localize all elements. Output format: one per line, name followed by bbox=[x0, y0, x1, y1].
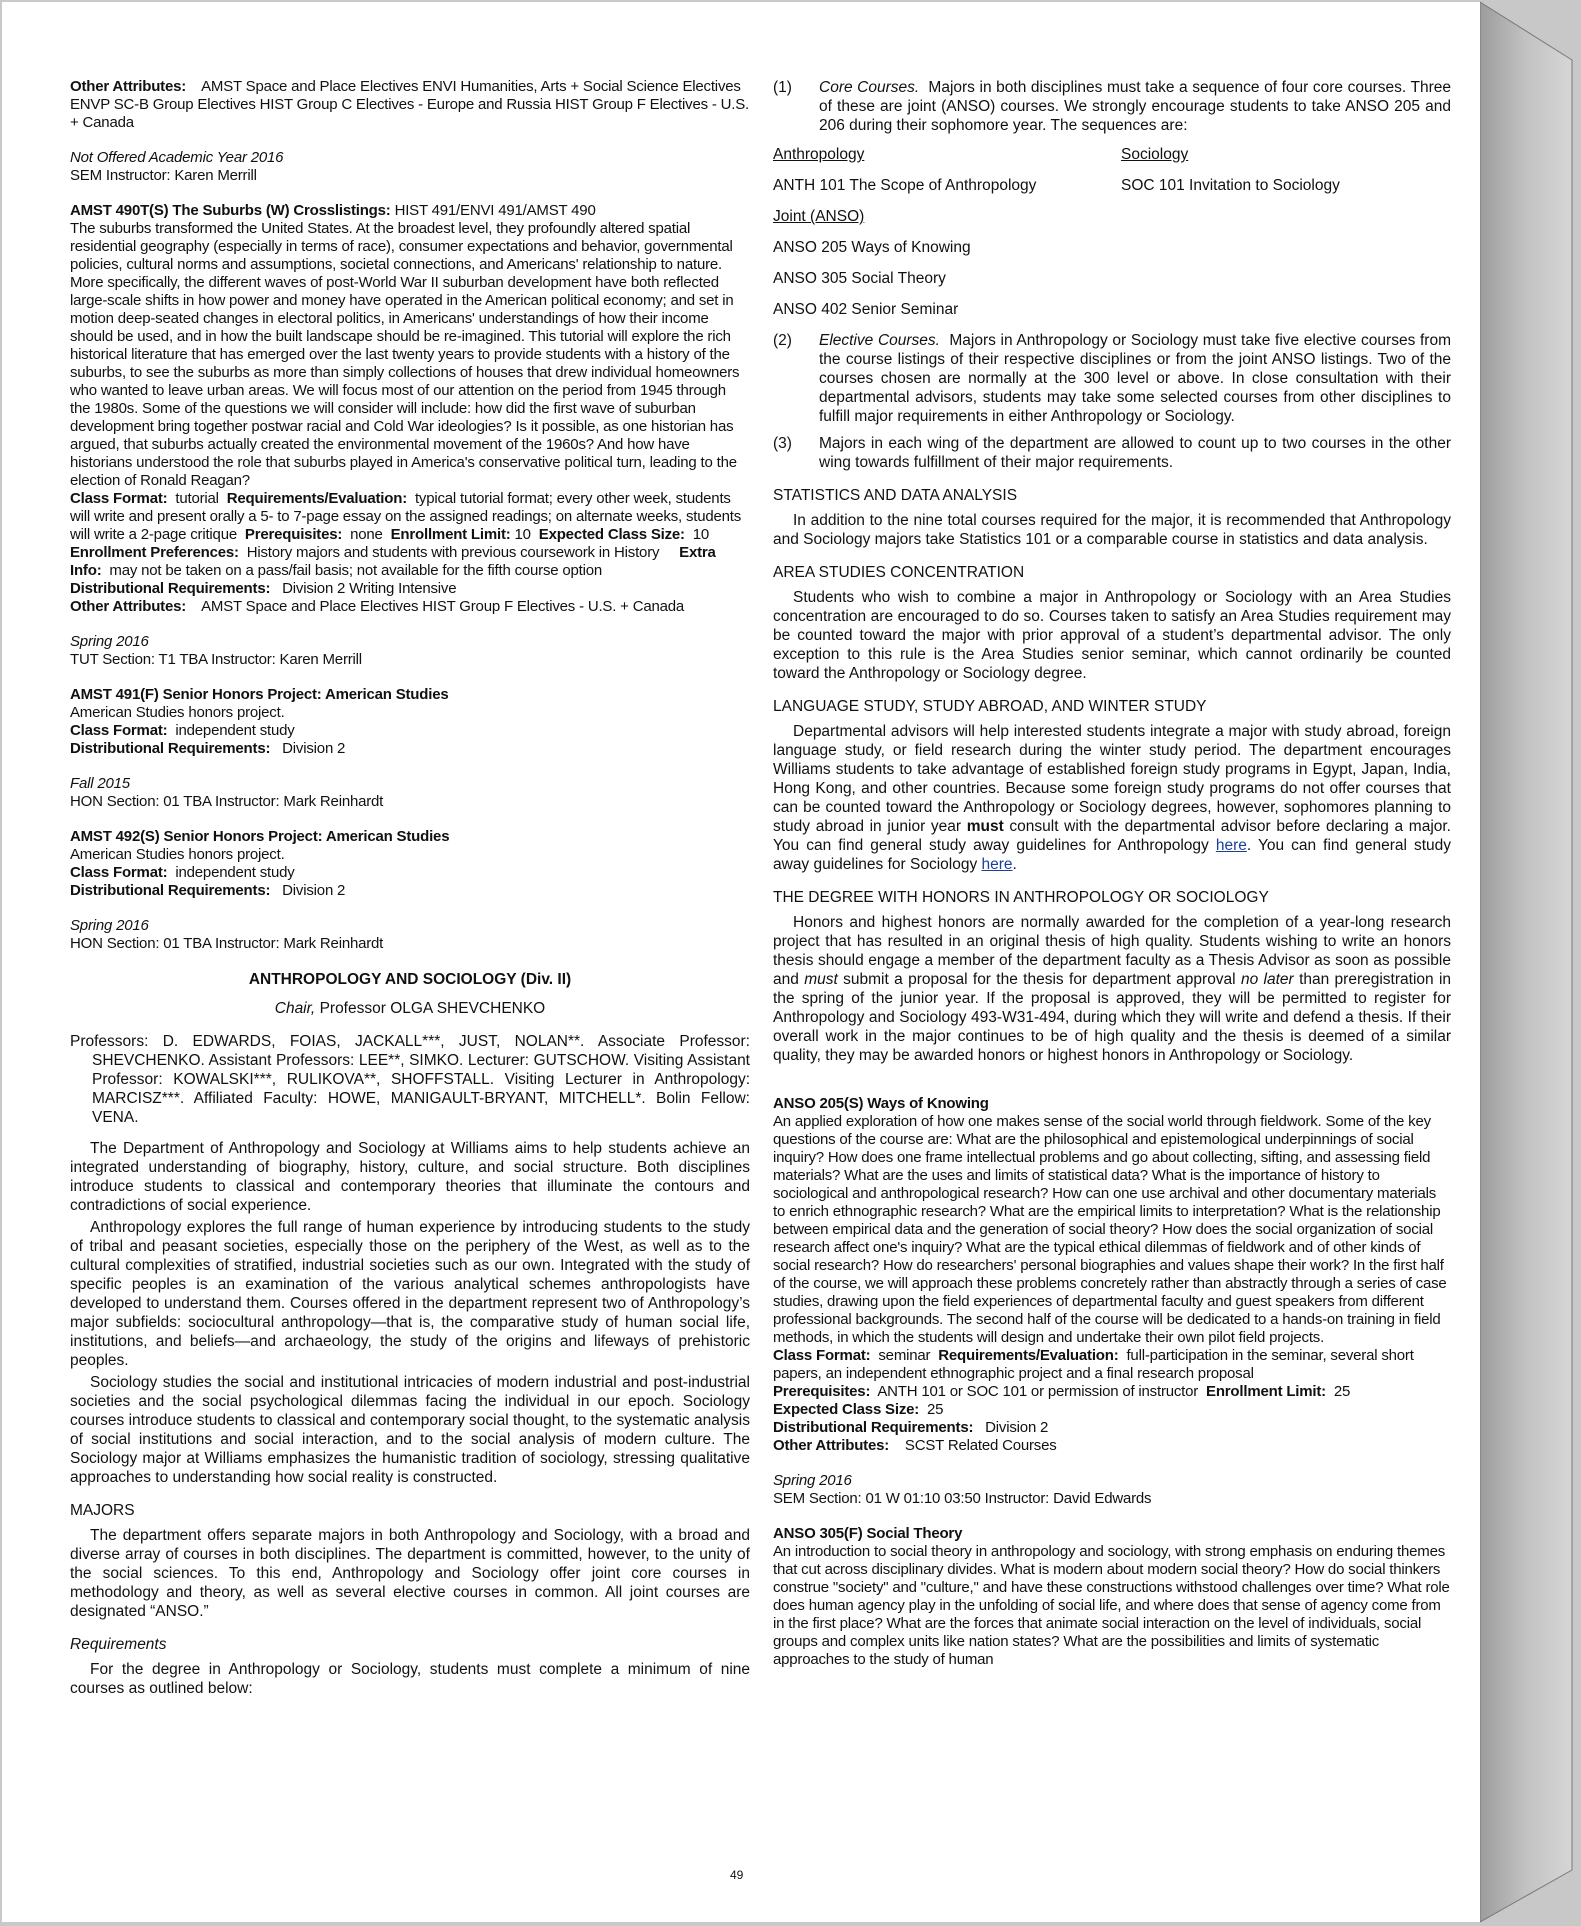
enrollment-limit-label: Enrollment Limit: bbox=[390, 526, 511, 543]
course-description: An applied exploration of how one makes sense of the social world through fieldwork. Some of the key questions of the course are: What are the philosophical and epistemological underpinnings of social inquiry? How does one frame intellectual problems and go about collecting, sifting, and assessing field materials? What are the uses and limits of statistical data? What is the importance of history to sociological and anthropological research? How can one use archival and other documentary materials to enrich ethnographic research? What are the empirical limits to interpretation? What is the relationship between empirical data and the generation of social theory? How does the social organization of social research affect one's inquiry? What are the typical ethical dilemmas of fieldwork and of other kinds of social research? How do researchers' personal biographies and values shape their work? In the first half of the course, we will approach these problems concretely rather than abstractly through a series of case studies, drawing upon the field experiences of departmental faculty and guest speakers from different professional backgrounds. The second half of the course will be dedicated to a hands-on training in field methods, in which the students will design and undertake their own pilot field projects. bbox=[773, 1113, 1447, 1346]
class-format-value: independent study bbox=[175, 864, 295, 881]
class-size-value: 25 bbox=[927, 1401, 944, 1418]
chair-label: Chair, bbox=[274, 1000, 316, 1017]
anthropology-guidelines-link[interactable]: here bbox=[1215, 837, 1247, 854]
page-curl-shadow bbox=[1480, 0, 1581, 1926]
section-term: Spring 2016 bbox=[773, 1472, 852, 1489]
right-column bbox=[773, 78, 1451, 1669]
intro-paragraph: The Department of Anthropology and Sociology at Williams aims to help students achieve an integrated understanding of biography, history, culture, and social structure. Both disciplines introduce students to classical and contemporary theories that illuminate the contours and contradictions of social experience. bbox=[70, 1140, 750, 1214]
anthropology-paragraph: Anthropology explores the full range of human experience by introducing students to the study of tribal and peasant societies, especially those on the periphery of the West, as well as to the cultural complexities of stratified, industrial societies such as our own. Integrated with the study of specific peoples is an examination of the various analytical schemes anthropologists have developed to understand them. Courses offered in the department represent two of Anthropology’s major subfields: sociocultural anthropology—that is, the comparative study of human social life, institutions, and beliefs—and archaeology, the study of the origins and lifeways of prehistoric peoples. bbox=[70, 1219, 750, 1369]
honors-heading: THE DEGREE WITH HONORS IN ANTHROPOLOGY OR SOCIOLOGY bbox=[773, 889, 1269, 906]
sociology-paragraph: Sociology studies the social and institutional intricacies of modern industrial and post-industrial societies and the social psychological dilemmas facing the individual in our epoch. Sociology courses introduce students to classical and contemporary social thought, to the systematic analysis of social institutions and social interaction, and to the social analysis of modern culture. The Sociology major at Williams emphasizes the humanistic tradition of sociology, stressing qualitative approaches to understanding how social reality is constructed. bbox=[70, 1374, 750, 1486]
enrollment-preferences-label: Enrollment Preferences: bbox=[70, 544, 239, 561]
course-description: American Studies honors project. bbox=[70, 704, 285, 721]
chair-name: Professor OLGA SHEVCHENKO bbox=[319, 1000, 546, 1017]
section-line: TUT Section: T1 TBA Instructor: Karen Merrill bbox=[70, 651, 362, 668]
text-run: . bbox=[1012, 856, 1017, 873]
joint-column-head: Joint (ANSO) bbox=[773, 208, 865, 225]
class-size-label: Expected Class Size: bbox=[773, 1401, 920, 1418]
language-study-paragraph bbox=[773, 722, 1451, 874]
statistics-heading: STATISTICS AND DATA ANALYSIS bbox=[773, 487, 1018, 504]
department-title: ANTHROPOLOGY AND SOCIOLOGY (Div. II) bbox=[248, 971, 572, 988]
requirements-label: Requirements/Evaluation: bbox=[226, 490, 407, 507]
text-run: Departmental advisors will help interested students integrate a major with study abroad, foreign language study, or field research during the winter study period. The department encourages Williams students to take advantage of established foreign study programs in Egypt, Japan, India, Hong Kong, and other countries. Because some foreign study programs do not offer courses that can be counted toward the Anthropology or Sociology degrees, however, sophomores planning to study abroad in junior year bbox=[773, 723, 1451, 835]
page-number: 49 bbox=[730, 1868, 744, 1882]
text-run: submit a proposal for the thesis for department approval bbox=[843, 971, 1236, 988]
course-description: American Studies honors project. bbox=[70, 846, 285, 863]
section-term: Spring 2016 bbox=[70, 633, 149, 650]
distributional-value: Division 2 bbox=[985, 1419, 1049, 1436]
extra-info-value: may not be taken on a pass/fail basis; not available for the fifth course option bbox=[109, 562, 603, 579]
prerequisites-label: Prerequisites: bbox=[773, 1383, 871, 1400]
course-description: The suburbs transformed the United States. At the broadest level, they profoundly altered spatial residential geography (especially in terms of race), consumer expectations and behavior, governmental policies, cultural norms and assumptions, societal connections, and Americans' relationship to nature. More specifically, the different waves of post-World War II suburban development have both reflected large-scale shifts in how power and money have operated in the American political economy; and set in motion deep-seated changes in electoral politics, in Americans' understandings of how their income should be used, and in how the built landscape should be re-imagined. This tutorial will explore the rich historical literature that has emerged over the last twenty years to provide students with a history of the suburbs, to see the suburbs as more than simply collections of houses that drew individual homeowners who wanted to leave urban areas. We will focus most of our attention on the period from 1945 through the 1980s. Some of the questions we will consider will include: how did the first wave of suburban development bring together postwar racial and Cold War ideologies? Is it possible, as one historian has argued, that suburbs actually created the environmental movement of the 1960s? And how have historians understood the role that suburbs played in America's conservative political turn, leading to the election of Ronald Reagan? bbox=[70, 220, 740, 489]
section-line: SEM Section: 01 W 01:10 03:50 Instructor: David Edwards bbox=[773, 1490, 1152, 1507]
department-chair bbox=[70, 999, 750, 1018]
distributional-value: Division 2 bbox=[282, 740, 346, 757]
distributional-label: Distributional Requirements: bbox=[70, 740, 271, 757]
enrollment-limit-value: 25 bbox=[1333, 1383, 1351, 1400]
offering-term: Not Offered Academic Year 2016 bbox=[70, 149, 284, 166]
text-run: than preregistration in the spring of the junior year. If the proposal is approved, they will be permitted to register for Anthropology and Sociology 493-W31-494, during which they will write and defend a thesis. If their overall work in the major continues to be of high quality and the thesis is deemed of a similar quality, they may be awarded honors or highest honors in Anthropology or Sociology. bbox=[773, 971, 1452, 1064]
prerequisites-label: Prerequisites: bbox=[244, 526, 343, 543]
emphasis-must: must bbox=[966, 818, 1004, 835]
course-sequence-table bbox=[773, 145, 1451, 319]
other-attributes-label: Other Attributes: bbox=[70, 598, 187, 615]
class-format-value: tutorial bbox=[175, 490, 219, 507]
class-size-value: 10 bbox=[692, 526, 710, 543]
area-studies-paragraph: Students who wish to combine a major in Anthropology or Sociology with an Area Studies concentration are encouraged to do so. Courses taken to satisfy an Area Studies requirement may be counted toward the major with prior approval of a student’s departmental advisor. The only exception to this rule is the Area Studies senior seminar, which cannot ordinarily be counted toward the Anthropology or Sociology degree. bbox=[773, 589, 1451, 682]
course-anso-205 bbox=[773, 1095, 1451, 1455]
other-attributes-value: AMST Space and Place Electives ENVI Humanities, Arts + Social Science Electives ENVP SC-B Group Electives HIST Group C Electives - Europe and Russia HIST Group F Electives - U.S. + Canada bbox=[70, 78, 749, 131]
enrollment-limit-label: Enrollment Limit: bbox=[1206, 1383, 1326, 1400]
section-line: HON Section: 01 TBA Instructor: Mark Reinhardt bbox=[70, 793, 384, 810]
honors-paragraph bbox=[773, 913, 1451, 1065]
emphasis-no-later: no later bbox=[1240, 971, 1294, 988]
item-number: (3) bbox=[773, 435, 792, 452]
text-run: Honors and highest honors are normally awarded for the completion of a year-long research project that has resulted in an original thesis of high quality. Students wishing to write an honors thesis should engage a member of the department faculty as a Thesis Advisor as soon as possible and bbox=[773, 914, 1451, 988]
course-title: ANSO 305(F) Social Theory bbox=[773, 1525, 963, 1542]
item-label: Elective Courses. bbox=[819, 332, 940, 349]
anthropology-column-head: Anthropology bbox=[773, 146, 865, 163]
language-study-heading: LANGUAGE STUDY, STUDY ABROAD, AND WINTER STUDY bbox=[773, 698, 1207, 715]
anth-101-cell: ANTH 101 The Scope of Anthropology bbox=[773, 177, 1037, 194]
item-label: Core Courses. bbox=[819, 79, 920, 96]
requirements-paragraph: For the degree in Anthropology or Sociology, students must complete a minimum of nine courses as outlined below: bbox=[70, 1661, 750, 1697]
course-title: AMST 490T(S) The Suburbs (W) Crosslistings: bbox=[70, 202, 391, 219]
section-anso-205 bbox=[773, 1472, 1451, 1508]
section-line: HON Section: 01 TBA Instructor: Mark Reinhardt bbox=[70, 935, 384, 952]
requirement-item-elective bbox=[773, 331, 1451, 426]
anso-205-cell: ANSO 205 Ways of Knowing bbox=[773, 239, 971, 256]
enrollment-limit-value: 10 bbox=[514, 526, 531, 543]
requirement-item-wing bbox=[773, 434, 1451, 472]
course-description: An introduction to social theory in anthropology and sociology, with strong emphasis on enduring themes that cut across disciplinary divides. What is modern about modern social theory? How do social thinkers construe "society" and "culture," and have these constructions withstood challenges over time? What role does human agency play in the unfolding of social life, and where does that sense of agency come from in the first place? What are the forces that animate social interaction on the level of individuals, social groups and complex units like nation states? What are the possibilities and limits of systematic approaches to the study of human bbox=[773, 1543, 1450, 1668]
course-amst-491 bbox=[70, 686, 750, 758]
item-text: Majors in Anthropology or Sociology must take five elective courses from the course listings of their respective disciplines or from the joint ANSO listings. Two of the courses chosen are normally at the 300 level or above. In close consultation with their departmental advisors, students may take some selected courses from other disciplines to fulfill major requirements in either Anthropology or Sociology. bbox=[819, 332, 1451, 425]
course-amst-490 bbox=[70, 202, 750, 616]
crosslistings: HIST 491/ENVI 491/AMST 490 bbox=[394, 202, 596, 219]
other-attributes-label: Other Attributes: bbox=[773, 1437, 890, 1454]
majors-paragraph: The department offers separate majors in both Anthropology and Sociology, with a broad and diverse array of courses in both disciplines. The department is committed, however, to the unity of the social sciences. To this end, Anthropology and Sociology offer joint core courses in methodology and theory, as well as several elective courses in common. All joint courses are designated “ANSO.” bbox=[70, 1527, 750, 1620]
prerequisites-value: ANTH 101 or SOC 101 or permission of instructor bbox=[877, 1383, 1199, 1400]
requirements-heading: Requirements bbox=[70, 1636, 167, 1653]
distributional-label: Distributional Requirements: bbox=[773, 1419, 974, 1436]
class-format-label: Class Format: bbox=[70, 864, 168, 881]
distributional-value: Division 2 bbox=[282, 882, 346, 899]
left-column bbox=[70, 78, 750, 1701]
sociology-guidelines-link[interactable]: here bbox=[981, 856, 1013, 873]
other-attributes-value: AMST Space and Place Electives HIST Group F Electives - U.S. + Canada bbox=[201, 598, 685, 615]
faculty-list: Professors: D. EDWARDS, FOIAS, JACKALL***, JUST, NOLAN**. Associate Professor: SHEVCHENKO. Assistant Professors: LEE**, SIMKO. Lecturer: GUTSCHOW. Visiting Assistant Professor: KOWALSKI***, RULIKOVA**, SHOFFSTALL. Visiting Lecturer in Anthropology: MARCISZ***. Affiliated Faculty: HOWE, MANIGAULT-BRYANT, MITCHELL*. Bolin Fellow: VENA. bbox=[70, 1033, 750, 1126]
distributional-label: Distributional Requirements: bbox=[70, 580, 271, 597]
course-attributes bbox=[70, 78, 750, 132]
section-term: Spring 2016 bbox=[70, 917, 149, 934]
section-amst-491 bbox=[70, 775, 750, 811]
enrollment-preferences-value: History majors and students with previous coursework in History bbox=[246, 544, 660, 561]
item-number: (1) bbox=[773, 79, 792, 96]
majors-heading: MAJORS bbox=[70, 1502, 135, 1519]
section-amst-492 bbox=[70, 917, 750, 953]
requirements-label: Requirements/Evaluation: bbox=[938, 1347, 1119, 1364]
offering-line: SEM Instructor: Karen Merrill bbox=[70, 167, 257, 184]
emphasis-must: must bbox=[804, 971, 838, 988]
section-term: Fall 2015 bbox=[70, 775, 130, 792]
sociology-column-head: Sociology bbox=[1121, 146, 1189, 163]
statistics-paragraph: In addition to the nine total courses required for the major, it is recommended that Anthropology and Sociology majors take Statistics 101 or a comparable course in statistics and data analysis. bbox=[773, 512, 1451, 548]
class-format-label: Class Format: bbox=[773, 1347, 871, 1364]
offering-block bbox=[70, 149, 750, 185]
item-number: (2) bbox=[773, 332, 792, 349]
class-size-label: Expected Class Size: bbox=[538, 526, 685, 543]
area-studies-heading: AREA STUDIES CONCENTRATION bbox=[773, 564, 1025, 581]
section-amst-490 bbox=[70, 633, 750, 669]
course-amst-492 bbox=[70, 828, 750, 900]
extra-info-label: Extra Info: bbox=[70, 544, 716, 579]
soc-101-cell: SOC 101 Invitation to Sociology bbox=[1121, 177, 1340, 194]
course-anso-305 bbox=[773, 1525, 1451, 1669]
class-format-label: Class Format: bbox=[70, 722, 168, 739]
class-format-label: Class Format: bbox=[70, 490, 168, 507]
course-title: AMST 491(F) Senior Honors Project: American Studies bbox=[70, 686, 449, 703]
anso-305-cell: ANSO 305 Social Theory bbox=[773, 270, 946, 287]
class-format-value: seminar bbox=[878, 1347, 931, 1364]
distributional-value: Division 2 Writing Intensive bbox=[282, 580, 457, 597]
requirements-value: full-participation in the seminar, several short papers, an independent ethnographic project and a final research proposal bbox=[773, 1347, 1414, 1382]
text-run: consult with the departmental advisor before declaring a major. You can find general study away guidelines for Anthropology bbox=[773, 818, 1451, 854]
text-run: . You can find general study away guidelines for Sociology bbox=[773, 837, 1452, 873]
item-text: Majors in both disciplines must take a sequence of four core courses. Three of these are joint (ANSO) courses. We strongly encourage students to take ANSO 205 and 206 during their sophomore year. The sequences are: bbox=[819, 79, 1451, 134]
document-page bbox=[2, 2, 1481, 1922]
course-title: AMST 492(S) Senior Honors Project: American Studies bbox=[70, 828, 450, 845]
requirements-value: typical tutorial format; every other week, students will write and present orally a 5- to 7-page essay on the assigned readings; on alternate weeks, students will write a 2-page critique bbox=[70, 490, 742, 543]
anso-402-cell: ANSO 402 Senior Seminar bbox=[773, 301, 959, 318]
prerequisites-value: none bbox=[350, 526, 383, 543]
class-format-value: independent study bbox=[175, 722, 295, 739]
other-attributes-value: SCST Related Courses bbox=[904, 1437, 1057, 1454]
item-text: Majors in each wing of the department are allowed to count up to two courses in the other wing towards fulfillment of their major requirements. bbox=[819, 435, 1451, 471]
course-title: ANSO 205(S) Ways of Knowing bbox=[773, 1095, 989, 1112]
requirement-item-core bbox=[773, 78, 1451, 135]
distributional-label: Distributional Requirements: bbox=[70, 882, 271, 899]
other-attributes-label: Other Attributes: bbox=[70, 78, 187, 95]
